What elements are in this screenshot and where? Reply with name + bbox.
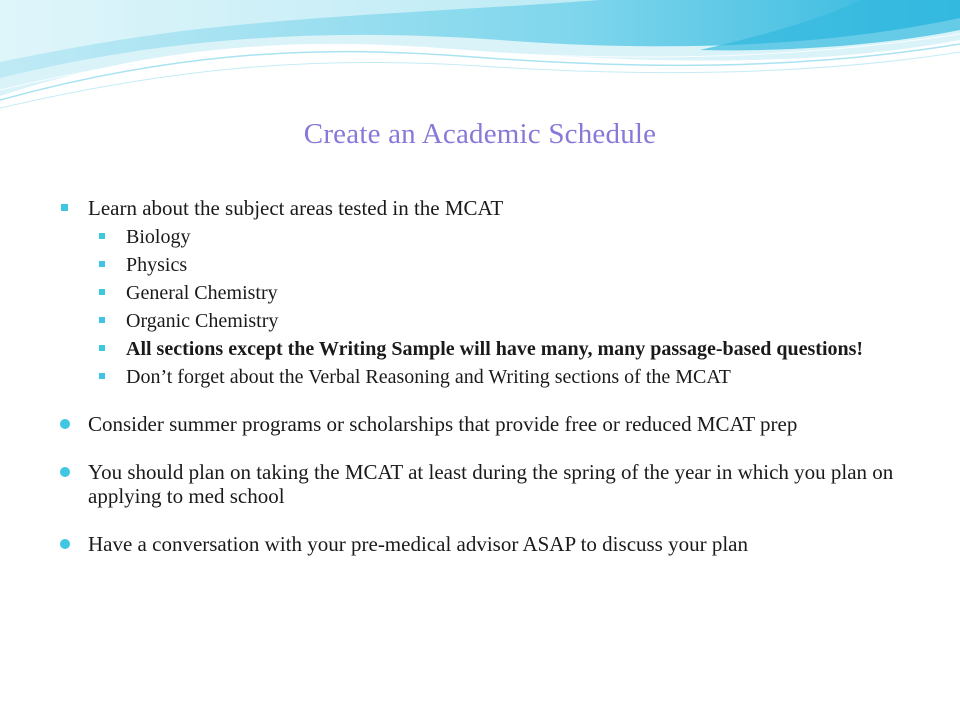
square-bullet-icon <box>99 233 105 239</box>
sub-bullet-text: General Chemistry <box>126 282 278 304</box>
dot-bullet-icon <box>60 419 70 429</box>
bullet-text: Consider summer programs or scholarships that provide free or reduced MCAT prep <box>88 412 798 436</box>
slide-title: Create an Academic Schedule <box>303 118 657 150</box>
bullet-plan-mcat <box>60 460 920 508</box>
bullet-summer-programs <box>60 412 920 436</box>
square-bullet-icon <box>61 204 68 211</box>
dot-bullet-icon <box>60 539 70 549</box>
slide-body <box>60 196 920 556</box>
sub-bullet-physics <box>98 254 920 276</box>
square-bullet-icon <box>99 289 105 295</box>
sub-bullet-passage-based <box>98 338 920 360</box>
bullet-text: Have a conversation with your pre-medical advisor ASAP to discuss your plan <box>88 532 749 556</box>
bullet-text: You should plan on taking the MCAT at least during the spring of the year in which you plan on applying to med school <box>88 460 894 508</box>
bullet-advisor <box>60 532 920 556</box>
sub-bullet-text: Biology <box>126 226 191 248</box>
bullet-text: Learn about the subject areas tested in the MCAT <box>88 196 504 220</box>
sub-bullet-organic-chemistry <box>98 310 920 332</box>
sub-bullet-text: Don’t forget about the Verbal Reasoning and Writing sections of the MCAT <box>126 366 731 388</box>
sub-bullet-list <box>98 226 920 388</box>
bullet-subject-areas <box>60 196 920 220</box>
square-bullet-icon <box>99 373 105 379</box>
sub-bullet-general-chemistry <box>98 282 920 304</box>
header-wave-decoration <box>0 0 960 130</box>
square-bullet-icon <box>99 261 105 267</box>
dot-bullet-icon <box>60 467 70 477</box>
sub-bullet-text: Physics <box>126 254 188 276</box>
square-bullet-icon <box>99 345 105 351</box>
sub-bullet-text: All sections except the Writing Sample will have many, many passage-based questions! <box>126 338 864 360</box>
sub-bullet-biology <box>98 226 920 248</box>
bullet-list <box>60 196 920 556</box>
sub-bullet-text: Organic Chemistry <box>126 310 279 332</box>
square-bullet-icon <box>99 317 105 323</box>
sub-bullet-verbal-writing <box>98 366 920 388</box>
